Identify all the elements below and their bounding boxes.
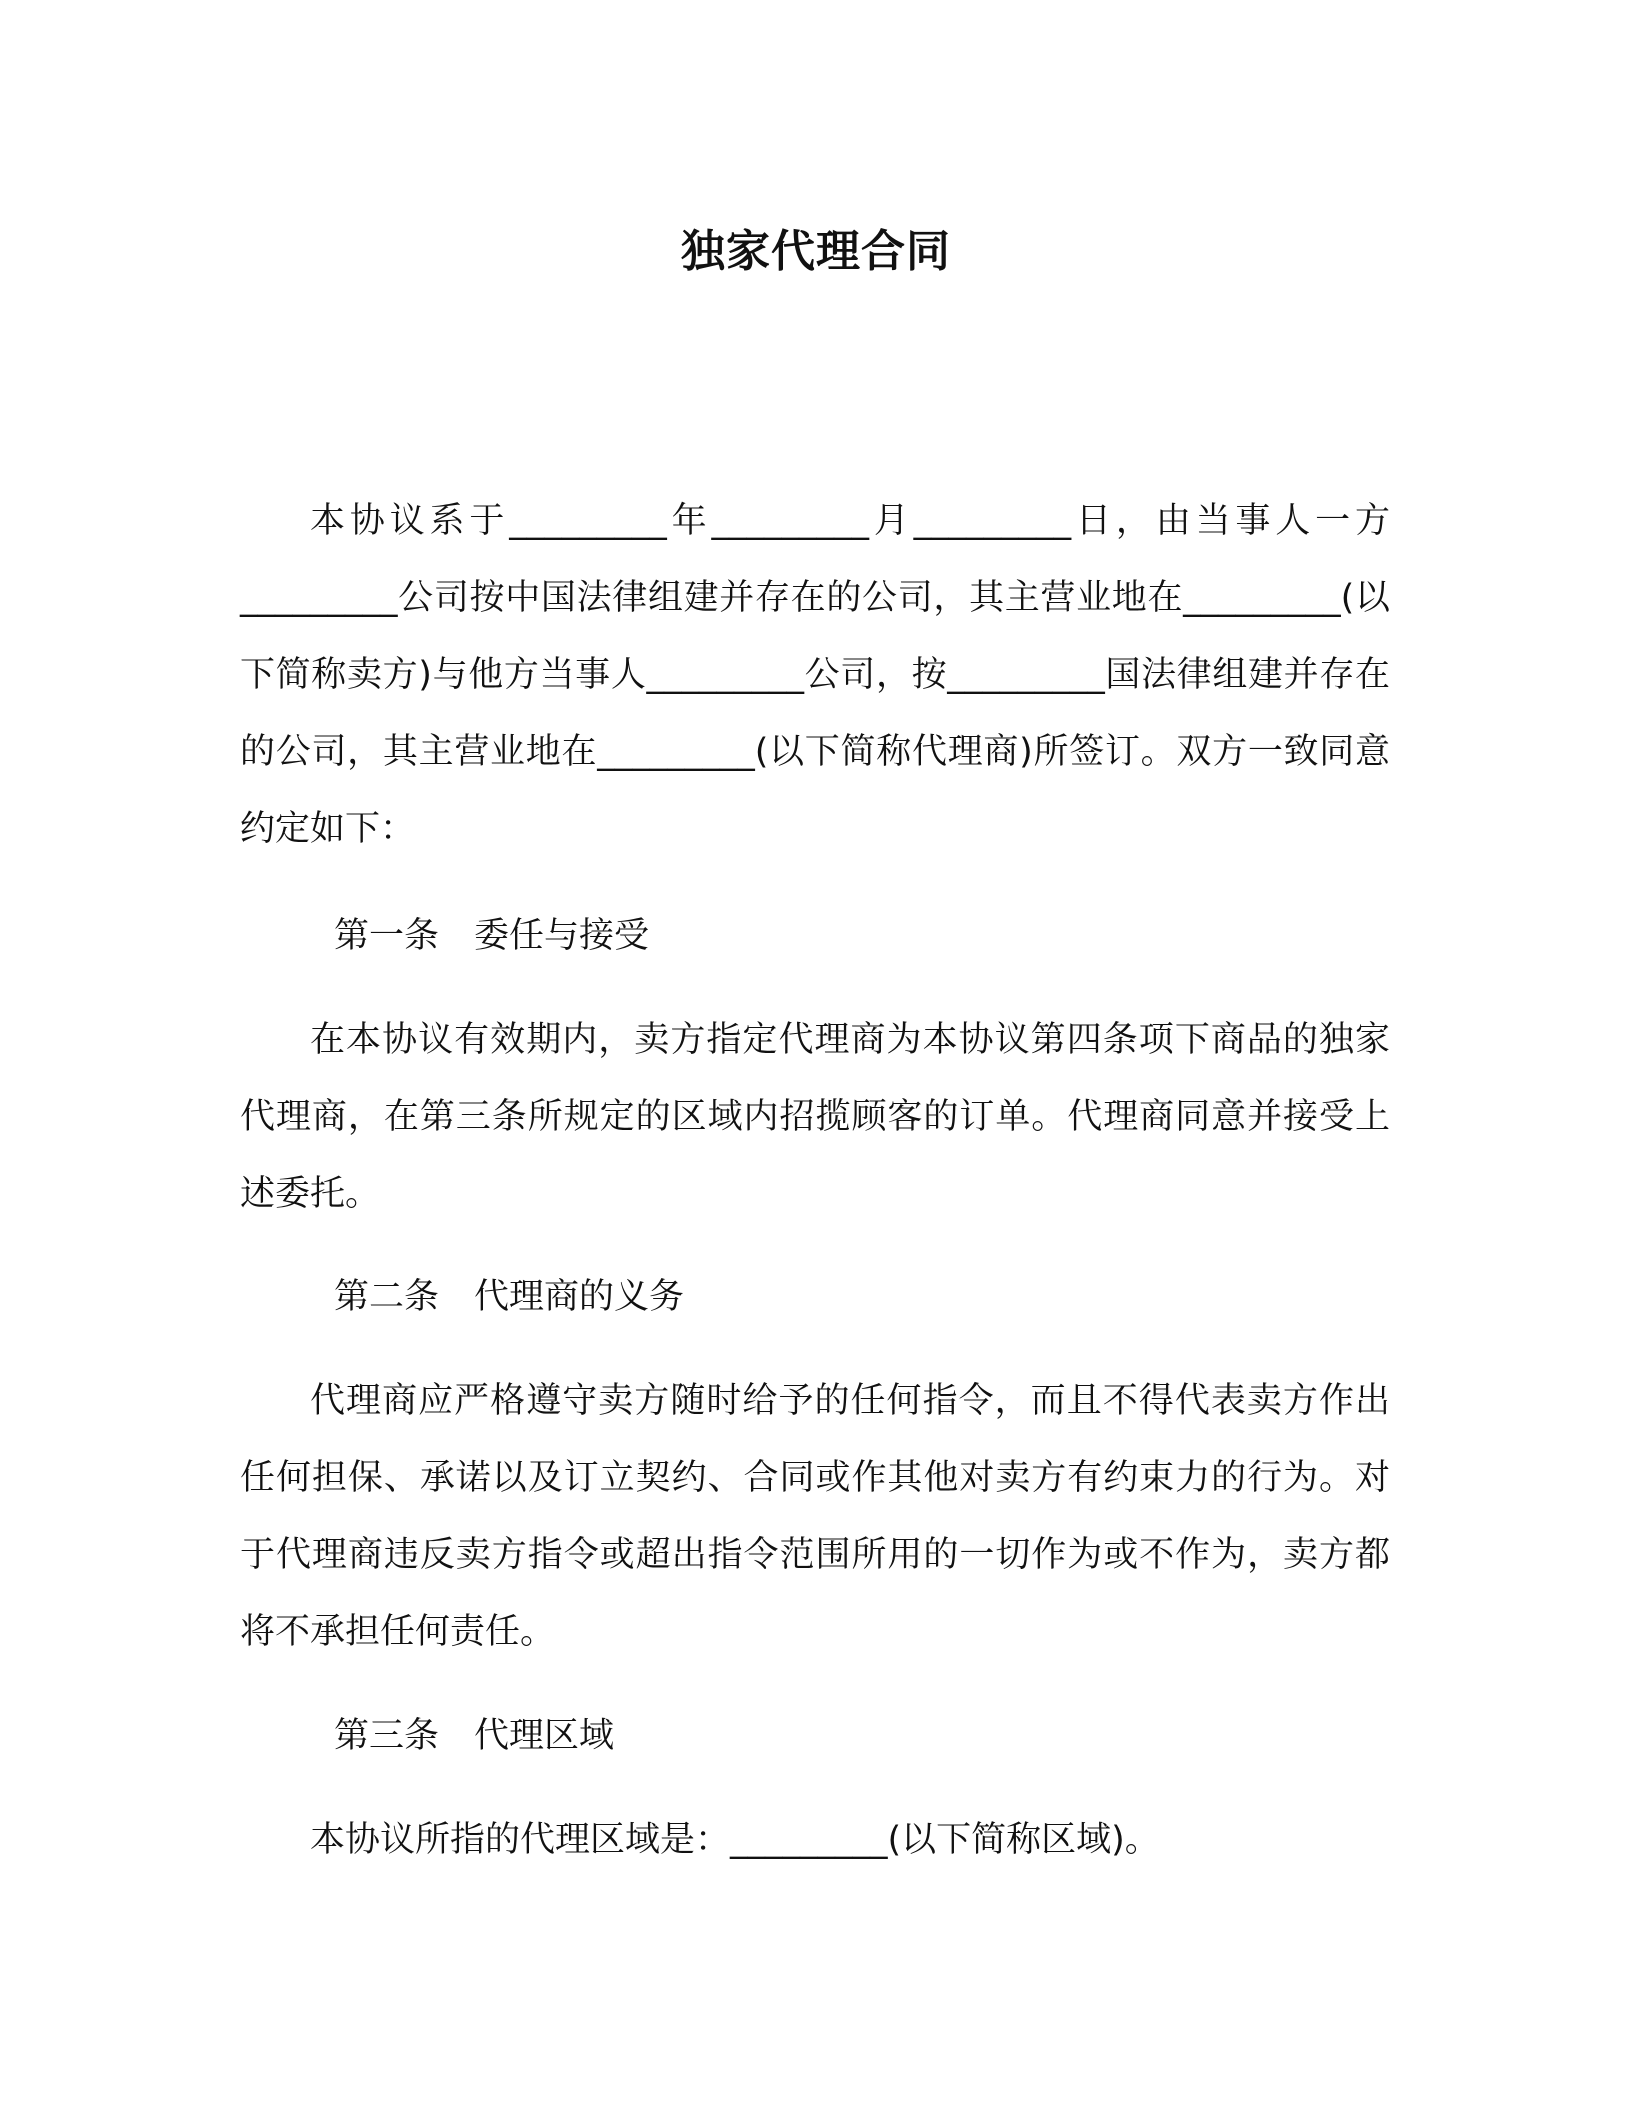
section-2-paragraph [240,1363,1390,1671]
intro-text: 本协议系于_________年_________月_________日，由当事人一方_________公司按中国法律组建并存在的公司，其主营业地在_________(以下简称卖方)与他方当事人_________公司，按_________国法律组建并存在的公司，其主营业地在_________(以下简称代理商)所签订。双方一致同意约定如下： [240,501,1390,849]
section-3-heading: 第三条 代理区域 [334,1716,615,1756]
section-1-heading: 第一条 委任与接受 [334,916,650,956]
intro-paragraph [240,483,1390,868]
section-3-paragraph [240,1802,1390,1879]
document-title: 独家代理合同 [681,226,951,277]
section-1-paragraph [240,1002,1390,1233]
section-2-text: 代理商应严格遵守卖方随时给予的任何指令，而且不得代表卖方作出任何担保、承诺以及订立契约、合同或作其他对卖方有约束力的行为。对于代理商违反卖方指令或超出指令范围所用的一切作为或不作为，卖方都将不承担任何责任。 [240,1381,1390,1652]
section-3-text: 本协议所指的代理区域是：_________(以下简称区域)。 [310,1820,1160,1860]
section-2-heading: 第二条 代理商的义务 [334,1277,685,1317]
section-1-text: 在本协议有效期内，卖方指定代理商为本协议第四条项下商品的独家代理商，在第三条所规定的区域内招揽顾客的订单。代理商同意并接受上述委托。 [240,1020,1390,1214]
